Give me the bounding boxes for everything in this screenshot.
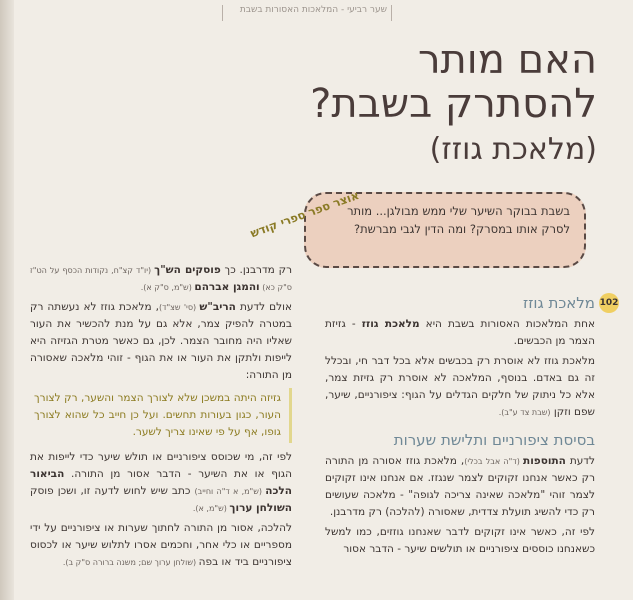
source-citation: (ש"מ, ס"ק א). bbox=[140, 283, 195, 292]
paragraph bbox=[325, 353, 595, 421]
page-gutter bbox=[0, 0, 14, 600]
bold-term: הביאור הלכה bbox=[30, 468, 292, 497]
bold-term: השולחן ערוך bbox=[229, 502, 292, 514]
section-heading-nails-hair: בסיסת ציפורניים ותלישת שערות bbox=[393, 431, 595, 449]
text-run: אחת המלאכות האסורות בשבת היא bbox=[419, 318, 596, 330]
speech-bubble-text: בשבת בבוקר השיער שלי ממש מבולגן... מותר לסרק אותו במסרק? ומה הדין לגבי מברשת? bbox=[347, 204, 570, 236]
text-run: לדעת bbox=[565, 455, 596, 467]
text-run: - גזיזת הצמר מן הכבשים. bbox=[325, 318, 595, 347]
text-run: רק מדרבנן. כך bbox=[220, 264, 292, 276]
quoted-source: גזיזה היתה במשכן שלא לצורך הצמר והשער, רק לצורך העור, כגון בעורות תחשים. ועל כן חייב כל שהוא לצורך גופו, אף על פי שאינו צריך לשער. bbox=[30, 388, 292, 443]
section-heading-gozez: מלאכת גוזז bbox=[523, 294, 595, 312]
source-citation: (ד"ה אבל בכלי) bbox=[464, 457, 524, 466]
source-citation: (שולחן ערוך שם; משנה ברורה ס"ק ב). bbox=[62, 558, 199, 567]
text-run: , מלאכת גוזז לא נעשתה רק במטרה להפיק צמר, אלא גם על מנת להכשיר את העור שאליו היה מחובר הצמר. לכן, גם כאשר מטרת הגזיזה היא לייפות ולתקן את העור או את הגוף - זוהי מלאכה שאסורה מן התורה: bbox=[30, 301, 292, 381]
source-citation: (סי' שצ"ד) bbox=[159, 303, 200, 312]
paragraph bbox=[30, 449, 292, 517]
running-header: שער רביעי - המלאכות האסורות בשבת bbox=[222, 5, 392, 21]
title-line-3: (מלאכת גוזז) bbox=[429, 132, 597, 167]
text-run: לפי זה, מי שכוסס ציפורניים או תולש שיער כדי לייפות את הגוף או את השיער - הדבר אסור מן התורה. bbox=[30, 451, 292, 480]
source-citation: (ש"מ, א). bbox=[192, 504, 230, 513]
page-title bbox=[297, 38, 597, 170]
source-citation: (ש"מ, א ד"ה וחייב) bbox=[194, 487, 266, 496]
paragraph bbox=[325, 453, 595, 521]
title-line-2: להסתרק בשבת? bbox=[310, 81, 597, 127]
bold-term: התוספות bbox=[523, 455, 566, 467]
source-citation: (שבת צד ע"ב). bbox=[498, 408, 551, 417]
text-run: , מלאכת גוזז אסורה מן התורה רק כאשר אנחנו זקוקים לצמר שנגזז. אם אנחנו אינו זקוקים לצמר זוהי "מלאכה שאינה צריכה לגופה" - מלאכה שעושים רק כדי להשיג תועלת צדדית, שאסורה (להלכה) רק מדרבנן. bbox=[325, 455, 595, 518]
paragraph bbox=[325, 316, 595, 350]
text-run: אולם לדעת bbox=[235, 301, 292, 313]
bold-term: פוסקים הש"ך bbox=[154, 264, 221, 276]
source-citation: (יו"ד קצ"ח, נקודות הכסף על הט"ז ס"ק כא) bbox=[30, 266, 292, 292]
right-column bbox=[325, 292, 595, 561]
paragraph bbox=[30, 299, 292, 384]
left-column bbox=[30, 262, 292, 574]
bold-term: והמגן אברהם bbox=[194, 281, 260, 293]
page-number-badge: 102 bbox=[599, 293, 619, 313]
paragraph bbox=[30, 520, 292, 571]
text-run: מלאכת גוזז לא אוסרת רק בכבשים אלא בכל דבר חי, ובכלל זה גם באדם. בנוסף, המלאכה לא אוסרת רק גזיזת צמר, אלא כל ניתוק של חלקים הגדלים על הגוף: ציפורניים, שיער, שפם וזקן bbox=[325, 355, 595, 418]
watermark-stamp: אוצר ספר ספרי קודש bbox=[248, 187, 361, 241]
paragraph bbox=[30, 262, 292, 296]
bold-term: מלאכת גוזז bbox=[361, 318, 420, 330]
title-line-1: האם מותר bbox=[417, 37, 597, 83]
bold-term: הריב"ש bbox=[199, 301, 236, 313]
text-run: כתב שיש לחוש לדעה זו, ושכן פוסק bbox=[30, 485, 195, 497]
paragraph bbox=[325, 524, 595, 558]
text-run: להלכה, אסור מן התורה לחתוך שערות או ציפורניים על ידי מספריים או כלי אחר, וחכמים אסרו לתלוש שיער או לכסוס ציפורניים ביד או בפה bbox=[30, 522, 292, 568]
text-run: לפי זה, כאשר אינו זקוקים לדבר שאנחנו גוזזים, כמו למשל כשאנחנו כוססים ציפורניים או תולשים שיער - הדבר אסור bbox=[325, 526, 595, 555]
